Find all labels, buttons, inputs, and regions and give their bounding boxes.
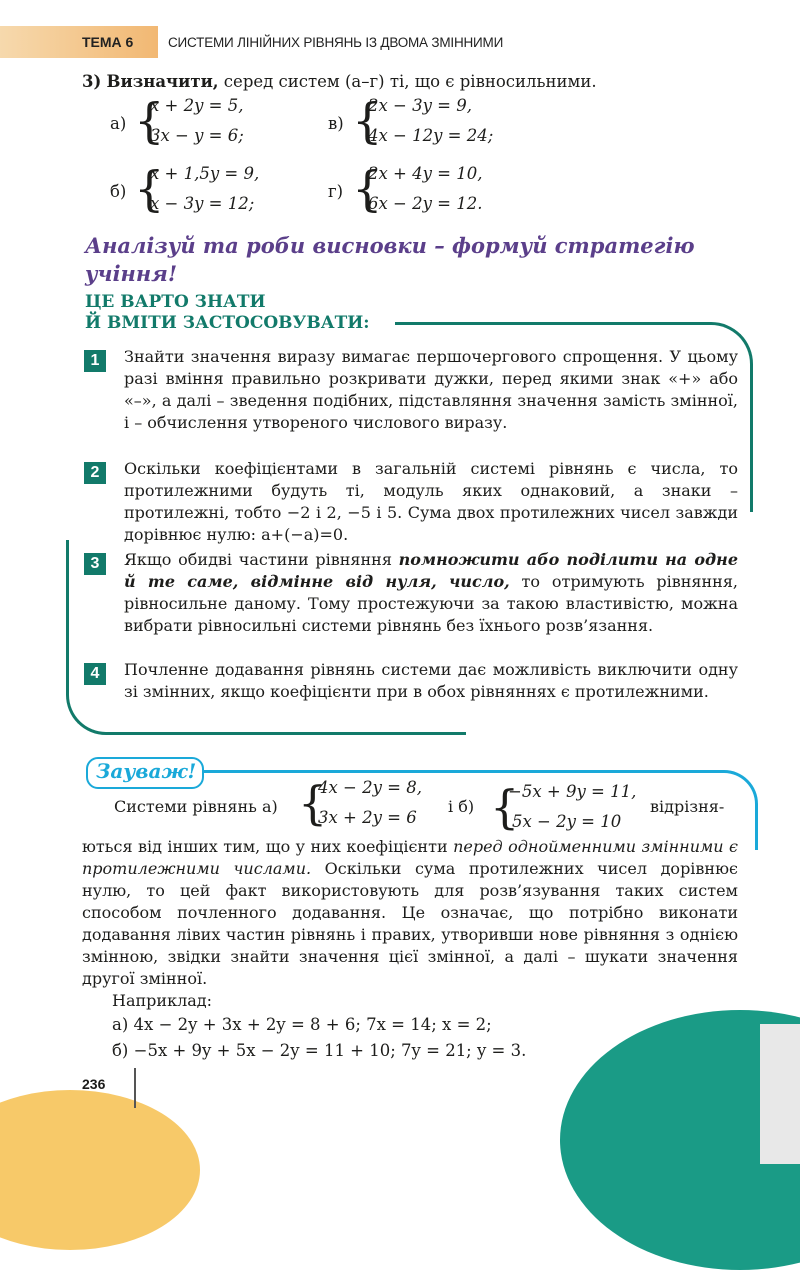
equation: 2x − 3y = 9, xyxy=(368,96,472,115)
analyze-heading: Аналізуй та роби висновки – формуй стратегію учіння! xyxy=(85,233,695,286)
system-label: а) xyxy=(110,114,127,133)
brace-icon: { xyxy=(352,93,383,149)
note-tail: відрізня- xyxy=(650,797,725,816)
brace-icon: { xyxy=(298,776,328,830)
system-label: г) xyxy=(328,182,344,201)
header-title: СИСТЕМИ ЛІНІЙНИХ РІВНЯНЬ ІЗ ДВОМА ЗМІННИМИ xyxy=(168,35,504,50)
task-lead: Визначити, xyxy=(106,72,219,91)
brace-icon: { xyxy=(490,780,520,834)
equation: −5x + 9y = 11, xyxy=(508,782,637,801)
point-number-3: 3 xyxy=(84,553,106,575)
point-3-emphasis: помножити або поділити на одне й те саме, відмінне від нуля, число, xyxy=(124,550,738,591)
note-p1: ються від інших тим, що у них коефіцієнти xyxy=(82,837,454,856)
equation: x − 3y = 12; xyxy=(150,194,255,213)
header-tema: ТЕМА 6 xyxy=(82,34,134,50)
point-3-text-a: Якщо обидві частини рівняння xyxy=(124,550,399,569)
task-3-heading xyxy=(82,72,597,91)
point-number-4: 4 xyxy=(84,663,106,685)
equation: 3x − y = 6; xyxy=(150,126,244,145)
point-text-4: Почленне додавання рівнянь системи дає можливість виключити одну зі змінних, якщо коефіцієнти при в обох рівняннях є протилежними. xyxy=(124,660,738,701)
point-text-2: Оскільки коефіцієнтами в загальній системі рівнянь є числа, то протилежними будуть ті, модуль яких однаковий, а знаки – протилежні, тобто −2 і 2, −5 і 5. Сума двох протилежних чисел завжди дорівнює нулю: a+(−a)=0. xyxy=(124,459,738,544)
decor-yellow-shape xyxy=(0,1090,200,1250)
task-rest: серед систем (а–г) ті, що є рівносильними. xyxy=(218,72,597,91)
note-intro: Системи рівнянь а) xyxy=(114,797,278,816)
example-b: б) −5x + 9y + 5x − 2y = 11 + 10; 7y = 21; y = 3. xyxy=(112,1041,527,1060)
point-number-1: 1 xyxy=(84,350,106,372)
equation: x + 1,5y = 9, xyxy=(150,164,260,183)
know-heading xyxy=(85,292,370,334)
example-a: а) 4x − 2y + 3x + 2y = 8 + 6; 7x = 14; x = 2; xyxy=(112,1015,492,1034)
equation: 5x − 2y = 10 xyxy=(512,812,622,831)
point-3-text-b: то отримують рівняння, рівносильне даному. Тому простежуючи за такою властивістю, можна вибрати рівносильні системи рівнянь без їхнього розв’язання. xyxy=(124,572,739,635)
equation: x + 2y = 5, xyxy=(150,96,244,115)
equation: 6x − 2y = 12. xyxy=(368,194,483,213)
point-number-2: 2 xyxy=(84,462,106,484)
page-number: 236 xyxy=(82,1076,106,1092)
note-p1-emphasis: перед однойменними змінними є протилежними числами. xyxy=(82,837,738,878)
note-and: і б) xyxy=(448,797,475,816)
note-system-a xyxy=(298,778,458,838)
know-line-2: Й ВМІТИ ЗАСТОСОВУВАТИ: xyxy=(85,313,370,333)
brace-icon: { xyxy=(134,161,165,217)
brace-icon: { xyxy=(134,93,165,149)
system-label: в) xyxy=(328,114,344,133)
know-line-1: ЦЕ ВАРТО ЗНАТИ xyxy=(85,292,266,312)
system-a xyxy=(110,93,310,156)
system-g xyxy=(328,161,568,224)
equation: 3x + 2y = 6 xyxy=(318,808,417,827)
point-text-1: Знайти значення виразу вимагає першочергового спрощення. У цьому разі вміння правильно розкривати дужки, перед якими знак «+» або «–», а далі – зведення подібних, підставляння значення замість змінної, і – обчислення утвореного числового виразу. xyxy=(124,347,738,432)
note-p1-rest: Оскільки сума протилежних чисел дорівнює нулю, то цей факт використовують для розв’язування таких систем способом почленного додавання. Це означає, що потрібно виконати додавання лівих частин рівнянь і правих, утворивши нове рівняння з однією змінною, звідки знайти значення цієї змінної, а далі – шукати значення другої змінної. xyxy=(82,859,738,988)
equation: 4x − 12y = 24; xyxy=(368,126,494,145)
page-divider xyxy=(134,1068,136,1108)
task-number: 3) xyxy=(82,72,102,91)
note-paragraph xyxy=(82,836,738,990)
point-text-3 xyxy=(124,549,738,637)
decor-gray-strip xyxy=(760,1024,800,1164)
equation: 4x − 2y = 8, xyxy=(318,778,422,797)
system-label: б) xyxy=(110,182,127,201)
note-system-b xyxy=(490,782,650,842)
example-label: Наприклад: xyxy=(112,991,213,1010)
brace-icon: { xyxy=(352,161,383,217)
note-title: Зауваж! xyxy=(96,759,197,783)
equation: 2x + 4y = 10, xyxy=(368,164,483,183)
header-tab-bar xyxy=(0,26,158,58)
system-v xyxy=(328,93,568,156)
system-b xyxy=(110,161,310,224)
